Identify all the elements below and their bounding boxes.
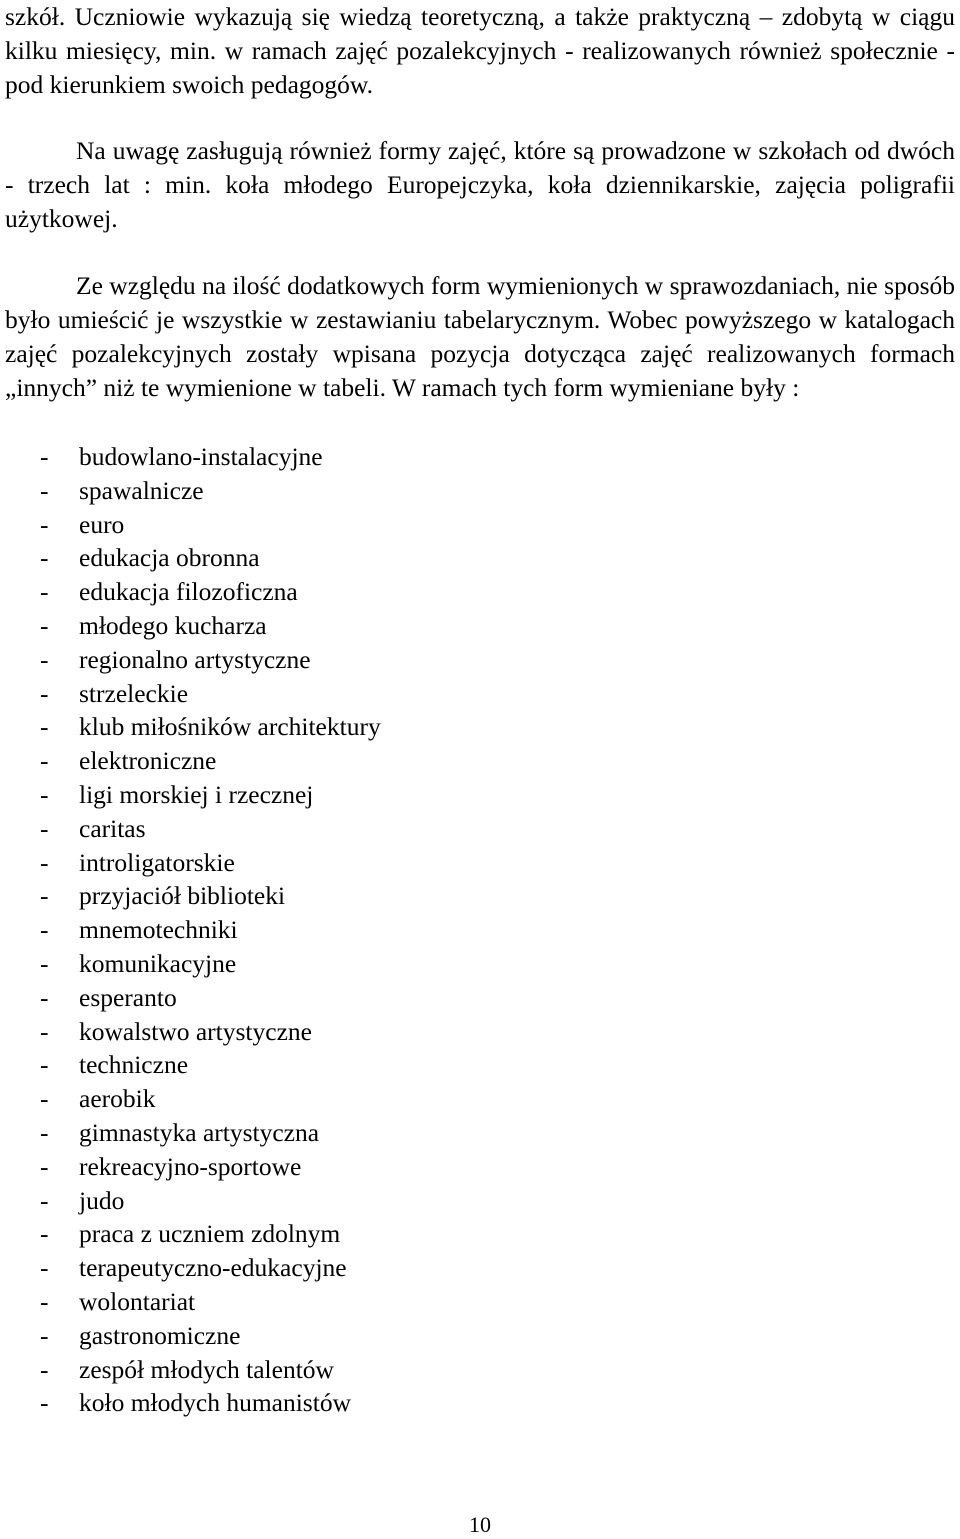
list-dash: - <box>40 1253 49 1283</box>
list-item <box>5 677 955 711</box>
list-dash: - <box>40 1320 49 1350</box>
list-dash: - <box>40 881 49 911</box>
list-item-text: kowalstwo artystyczne <box>79 1016 312 1046</box>
list-dash: - <box>40 948 49 978</box>
list-item-text: elektroniczne <box>79 746 217 776</box>
list-item <box>5 778 955 812</box>
list-dash: - <box>40 712 49 742</box>
list-item <box>5 575 955 609</box>
list-item <box>5 609 955 643</box>
list-dash: - <box>40 644 49 674</box>
list-item <box>5 541 955 575</box>
list-dash: - <box>40 779 49 809</box>
list-item <box>5 643 955 677</box>
list-item <box>5 1150 955 1184</box>
list-item-text: aerobik <box>79 1084 156 1114</box>
list-dash: - <box>40 577 49 607</box>
list-dash: - <box>40 442 49 471</box>
list-item <box>5 744 955 778</box>
list-item-text: rekreacyjno-sportowe <box>79 1151 302 1181</box>
list-item-text: budowlano-instalacyjne <box>79 442 323 471</box>
list-item <box>5 508 955 542</box>
list-item <box>5 474 955 508</box>
list-item-text: zespół młodych talentów <box>79 1354 334 1384</box>
list-dash: - <box>40 1016 49 1046</box>
list-item-text: komunikacyjne <box>79 948 237 978</box>
paragraph-intro: szkół. Uczniowie wykazują się wiedzą teoretyczną, a także praktyczną – zdobytą w ciągu kilku miesięcy, min. w ramach zajęć pozalekcyjnych - realizowanych również społecznie - pod kierunkiem swoich pedagogów. <box>5 2 955 99</box>
list-item-text: terapeutyczno-edukacyjne <box>79 1253 347 1283</box>
list-item-text: wolontariat <box>79 1286 196 1316</box>
list-item <box>5 1386 955 1420</box>
list-dash: - <box>40 1151 49 1181</box>
list-dash: - <box>40 915 49 945</box>
list-item-text: caritas <box>79 813 146 843</box>
list-dash: - <box>40 982 49 1012</box>
list-item-text: mnemotechniki <box>79 915 238 945</box>
list-item <box>5 1015 955 1049</box>
list-item-text: młodego kucharza <box>79 610 267 640</box>
list-item <box>5 1082 955 1116</box>
list-item-text: przyjaciół biblioteki <box>79 881 286 911</box>
list-item-text: ligi morskiej i rzecznej <box>79 779 314 809</box>
list-item-text: spawalnicze <box>79 475 204 505</box>
list-dash: - <box>40 1219 49 1249</box>
list-item-text: klub miłośników architektury <box>79 712 381 742</box>
list-item <box>5 1251 955 1285</box>
paragraph-forms: Na uwagę zasługują również formy zajęć, które są prowadzone w szkołach od dwóch - trzech lat : min. koła młodego Europejczyka, koła dziennikarskie, zajęcia poligrafii użytkowej. <box>5 136 955 233</box>
paragraph-additional-forms: Ze względu na ilość dodatkowych form wymienionych w sprawozdaniach, nie sposób było umieścić je wszystkie w zestawianiu tabelarycznym. Wobec powyższego w katalogach zajęć pozalekcyjnych zostały wpisana pozycja dotycząca zajęć realizowanych formach „innych” niż te wymienione w tabeli. W ramach tych form wymieniane były : <box>5 271 955 402</box>
list-item-text: euro <box>79 509 125 539</box>
page-number: 10 <box>469 1512 491 1537</box>
list-item-text: introligatorskie <box>79 847 235 877</box>
list-item-text: gastronomiczne <box>79 1320 241 1350</box>
list-item-text: gimnastyka artystyczna <box>79 1117 320 1147</box>
list-item <box>5 812 955 846</box>
list-item-text: koło młodych humanistów <box>79 1388 351 1418</box>
list-item <box>5 981 955 1015</box>
list-item <box>5 846 955 880</box>
list-dash: - <box>40 1185 49 1215</box>
list-item <box>5 1116 955 1150</box>
list-item <box>5 1319 955 1353</box>
list-dash: - <box>40 475 49 505</box>
list-dash: - <box>40 509 49 539</box>
list-dash: - <box>40 1117 49 1147</box>
list-item-text: strzeleckie <box>79 678 189 708</box>
list-item-text: edukacja filozoficzna <box>79 577 298 607</box>
list-dash: - <box>40 678 49 708</box>
list-item <box>5 879 955 913</box>
activities-list <box>5 440 955 1420</box>
list-item-text: judo <box>79 1185 125 1215</box>
list-item <box>5 1285 955 1319</box>
list-dash: - <box>40 1354 49 1384</box>
list-item-text: regionalno artystyczne <box>79 644 311 674</box>
list-item <box>5 440 955 474</box>
document-page <box>5 0 955 1420</box>
list-item <box>5 1217 955 1251</box>
list-item <box>5 947 955 981</box>
list-item-text: techniczne <box>79 1050 189 1080</box>
list-dash: - <box>40 543 49 573</box>
list-dash: - <box>40 610 49 640</box>
list-dash: - <box>40 1286 49 1316</box>
list-item <box>5 1048 955 1082</box>
list-dash: - <box>40 847 49 877</box>
list-dash: - <box>40 1050 49 1080</box>
list-item <box>5 913 955 947</box>
list-dash: - <box>40 813 49 843</box>
list-dash: - <box>40 746 49 776</box>
list-dash: - <box>40 1084 49 1114</box>
list-item <box>5 1184 955 1218</box>
list-item-text: praca z uczniem zdolnym <box>79 1219 341 1249</box>
list-item <box>5 710 955 744</box>
list-item-text: edukacja obronna <box>79 543 260 573</box>
list-item <box>5 1353 955 1387</box>
list-dash: - <box>40 1388 49 1418</box>
list-item-text: esperanto <box>79 982 177 1012</box>
